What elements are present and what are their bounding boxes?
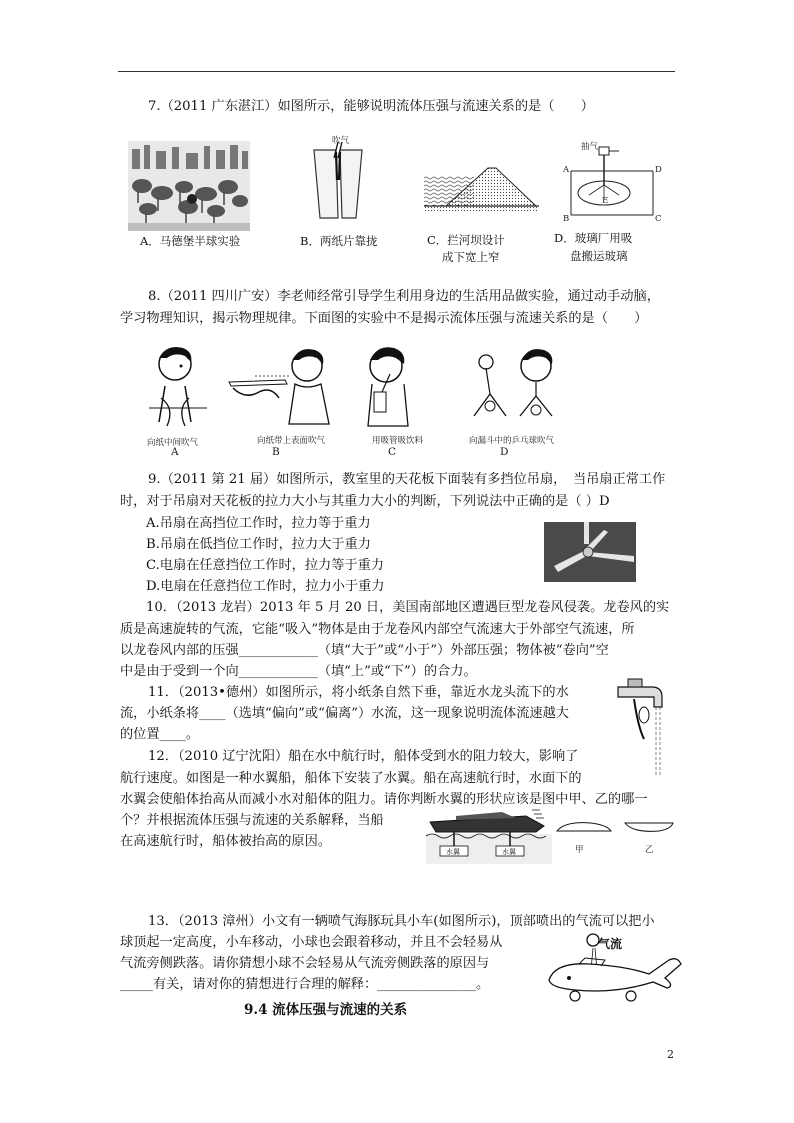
q13-fig-label: 气流 [598, 937, 623, 951]
fig-magdeburg-illustration [128, 141, 250, 231]
fig-blow-over-paper-strip [225, 340, 341, 430]
q8-letter-c: C [388, 446, 397, 458]
q7-fig-d-letter-d: D [655, 165, 662, 175]
q12-fig-label-yi: 乙 [645, 845, 654, 855]
q7-caption-c1: C．拦河坝设计 [427, 233, 505, 247]
q12-fig-label-jia: 甲 [575, 845, 584, 855]
q13-line4: _____有关，请对你的猜想进行合理的解释：_______________。 [120, 977, 490, 992]
fig-straw-drink [362, 342, 418, 430]
q7-fig-d-letter-c: C [655, 214, 662, 224]
q11-line3: 的位置____。 [120, 727, 200, 742]
q9-line2: 时，对于吊扇对天花板的拉力大小与其重力大小的判断，下列说法中正确的是（ ）D [120, 494, 610, 509]
q7-caption-b: B．两纸片靠拢 [300, 234, 378, 248]
q10-line4: 中是由于受到一个向____________（填“上”或“下”）的合力。 [120, 664, 477, 679]
q10-line2: 质是高速旋转的气流，它能“吸入”物体是由于龙卷风内部空气流速大于外部空气流速，所 [120, 622, 635, 637]
q10-line1: 10．（2013 龙岩）2013 年 5 月 20 日，美国南部地区遭遇巨型龙卷风侵袭。龙卷风的实 [146, 600, 670, 615]
q12-line5: 在高速航行时，船体被抬高的原因。 [120, 834, 331, 849]
q12-line1: 12．（2010 辽宁沈阳）船在水中航行时，船体受到水的阻力较大，影响了 [148, 749, 579, 764]
fig-hydrofoil-boat [426, 806, 552, 864]
fig-faucet-paper-strip [612, 677, 676, 777]
fig-funnel-pingpong [470, 344, 580, 430]
q7-caption-d2: 盘搬运玻璃 [570, 249, 628, 263]
q11-line2: 流，小纸条将____（选填“偏向”或“偏离”）水流，这一现象说明流体流速越大 [120, 706, 569, 721]
page-number: 2 [667, 1048, 674, 1061]
q7-fig-d-letter-e: E [602, 196, 609, 206]
q9-line1: 9.（2011 第 21 届）如图所示，教室里的天花板下面装有多挡位吊扇， 当吊扇正常工作 [148, 472, 666, 487]
q8-line2: 学习物理知识，揭示物理规律。下面图的实验中不是揭示流体压强与流速关系的是（ ） [120, 311, 648, 326]
q12-fig-label-hydrofoil-2: 水翼 [502, 848, 516, 856]
q7-fig-d-letter-a: A [563, 165, 570, 175]
q9-option-a: A.吊扇在高挡位工作时，拉力等于重力 [146, 516, 371, 531]
q13-line1: 13．（2013 漳州）小文有一辆喷气海豚玩具小车(如图所示)，顶部喷出的气流可以把小 [148, 914, 655, 929]
q8-line1: 8.（2011 四川广安）李老师经常引导学生利用身边的生活用品做实验，通过动手动脑， [148, 289, 660, 304]
fig-blow-between-papers [145, 342, 211, 434]
q12-line4: 个？并根据流体压强与流速的关系解释，当船 [120, 813, 384, 828]
q8-caption-b: 向纸带上表面吹气 [257, 436, 326, 446]
fig-two-paper-sheets [312, 140, 364, 220]
q13-line3: 气流旁侧跌落。请你猜想小球不会轻易从气流旁侧跌落的原因与 [120, 956, 490, 971]
q11-line1: 11．（2013•德州）如图所示，将小纸条自然下垂，靠近水龙头流下的水 [148, 685, 569, 700]
q8-caption-a: 向纸中间吹气 [147, 438, 199, 448]
q7-fig-b-label: 吹气 [332, 136, 350, 146]
q8-letter-a: A [171, 446, 179, 458]
q12-line3: 水翼会使船体抬高从而减小水对船体的阻力。请你判断水翼的形状应该是图中甲、乙的哪一 [120, 792, 648, 807]
q8-letter-b: B [272, 446, 280, 458]
q7-caption-a: A．马德堡半球实验 [140, 234, 241, 248]
q12-fig-label-hydrofoil-1: 水翼 [446, 848, 460, 856]
q10-line3: 以龙卷风内部的压强____________（填“大于”或“小于”）外部压强；物体被“卷向”空 [120, 643, 609, 658]
q12-line2: 航行速度。如图是一种水翼船，船体下安装了水翼。船在高速航行时，水面下的 [120, 771, 582, 786]
q8-caption-d: 向漏斗中的乒乓球吹气 [469, 436, 555, 446]
fig-ceiling-fan [544, 522, 636, 582]
section-title: 9.4 流体压强与流速的关系 [244, 1002, 408, 1018]
q8-caption-c: 用吸管吸饮料 [372, 436, 424, 446]
fig-suction-cup-glass [563, 141, 659, 221]
q8-letter-d: D [500, 446, 509, 458]
q9-option-b: B.吊扇在低挡位工作时，拉力大于重力 [146, 537, 371, 552]
q7-fig-d-letter-b: B [563, 214, 570, 224]
q13-line2: 球顶起一定高度，小车移动，小球也会跟着移动，并且不会轻易从 [120, 935, 503, 950]
fig-river-dam [424, 164, 539, 216]
q7-text: 7.（2011 广东湛江）如图所示，能够说明流体压强与流速关系的是（ ） [148, 99, 594, 114]
q9-option-d: D.电扇在任意挡位工作时，拉力小于重力 [146, 579, 385, 594]
q7-caption-c2: 成下宽上窄 [442, 250, 500, 264]
q7-caption-d1: D．玻璃厂用吸 [554, 231, 633, 245]
q9-option-c: C.电扇在任意挡位工作时，拉力等于重力 [146, 558, 384, 573]
fig-foil-shapes [555, 817, 675, 841]
q7-fig-d-label: 抽气 [581, 142, 599, 152]
header-rule [118, 71, 675, 72]
